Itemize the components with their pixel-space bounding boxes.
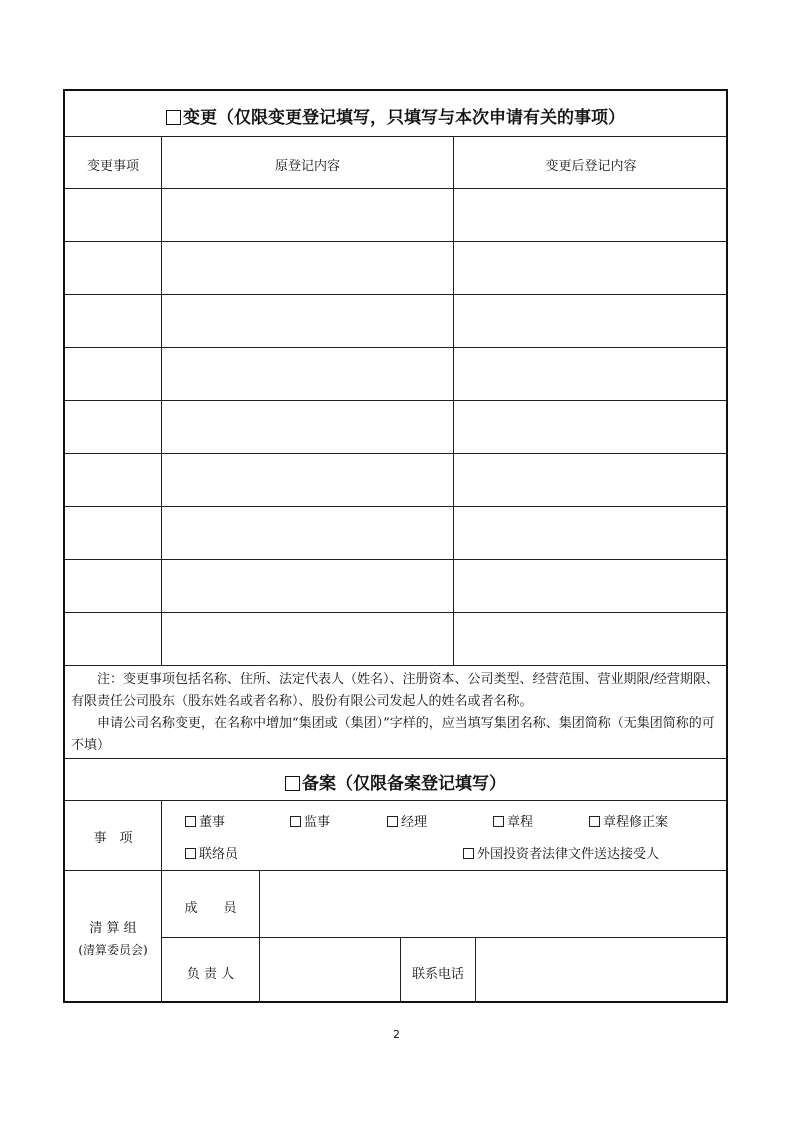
phone-field[interactable] [477,939,726,1001]
phone-label: 联系电话 [411,967,464,982]
liquidation-sublabel: (清算委员会) [78,943,148,957]
page-number: 2 [393,1028,400,1041]
table-row-divider [65,559,726,560]
members-field[interactable] [261,871,726,937]
item-supervisor-checkbox[interactable] [290,811,330,830]
table-row-divider [65,241,726,242]
leader-field[interactable] [261,939,399,1001]
divider [161,937,726,938]
note-line-2: 申请公司名称变更，在名称中增加“集团或（集团）”字样的，应当填写集团名称、集团简称（无集团简称的可不填） [71,716,715,753]
item-supervisor-label: 监事 [304,815,331,830]
item-liaison-checkbox[interactable] [185,843,238,862]
checkbox-icon [290,816,301,827]
change-section-title [65,103,726,128]
filing-checkbox[interactable] [285,776,300,791]
col-divider [475,937,476,1003]
checkbox-icon [493,816,504,827]
table-cell-original[interactable] [162,189,452,241]
item-foreign-agent-label: 外国投资者法律文件送达接受人 [477,847,660,862]
item-charter-amendment-label: 章程修正案 [603,815,669,830]
divider [65,800,726,801]
change-checkbox[interactable] [166,110,181,125]
table-row-divider [65,400,726,401]
col-header-changed: 变更后登记内容 [545,159,637,174]
table-row-divider [65,665,726,666]
filing-title-text: 备案（仅限备案登记填写） [302,774,506,794]
item-director-label: 董事 [199,815,226,830]
filing-section-title [65,769,726,794]
items-label: 事 项 [93,831,133,846]
checkbox-icon [185,816,196,827]
checkbox-icon [589,816,600,827]
change-title-text: 变更（仅限变更登记填写，只填写与本次申请有关的事项） [183,108,625,128]
members-label: 成 员 [184,901,237,916]
col-header-item: 变更事项 [86,159,139,174]
item-charter-amendment-checkbox[interactable] [589,811,668,830]
item-charter-checkbox[interactable] [493,811,533,830]
form-frame [63,89,728,1003]
col-header-original: 原登记内容 [274,159,340,174]
divider [65,136,726,137]
checkbox-icon [387,816,398,827]
checkbox-icon [185,848,196,859]
table-row-divider [65,453,726,454]
item-liaison-label: 联络员 [199,847,239,862]
item-manager-label: 经理 [401,815,428,830]
table-row-divider [65,294,726,295]
checkbox-icon [463,848,474,859]
item-foreign-agent-checkbox[interactable] [463,843,659,862]
divider [65,758,726,759]
item-manager-checkbox[interactable] [387,811,427,830]
item-charter-label: 章程 [507,815,534,830]
col-divider [453,136,454,666]
note-line-1: 注：变更事项包括名称、住所、法定代表人（姓名）、注册资本、公司类型、经营范围、营业期限/经营期限、有限责任公司股东（股东姓名或者名称）、股份有限公司发起人的姓名或者名称。 [71,672,719,709]
change-note [71,669,720,757]
table-row-divider [65,506,726,507]
table-row-divider [65,347,726,348]
leader-label: 负 责 人 [186,967,235,982]
liquidation-label: 清 算 组 [89,921,137,936]
item-director-checkbox[interactable] [185,811,225,830]
table-row-divider [65,612,726,613]
